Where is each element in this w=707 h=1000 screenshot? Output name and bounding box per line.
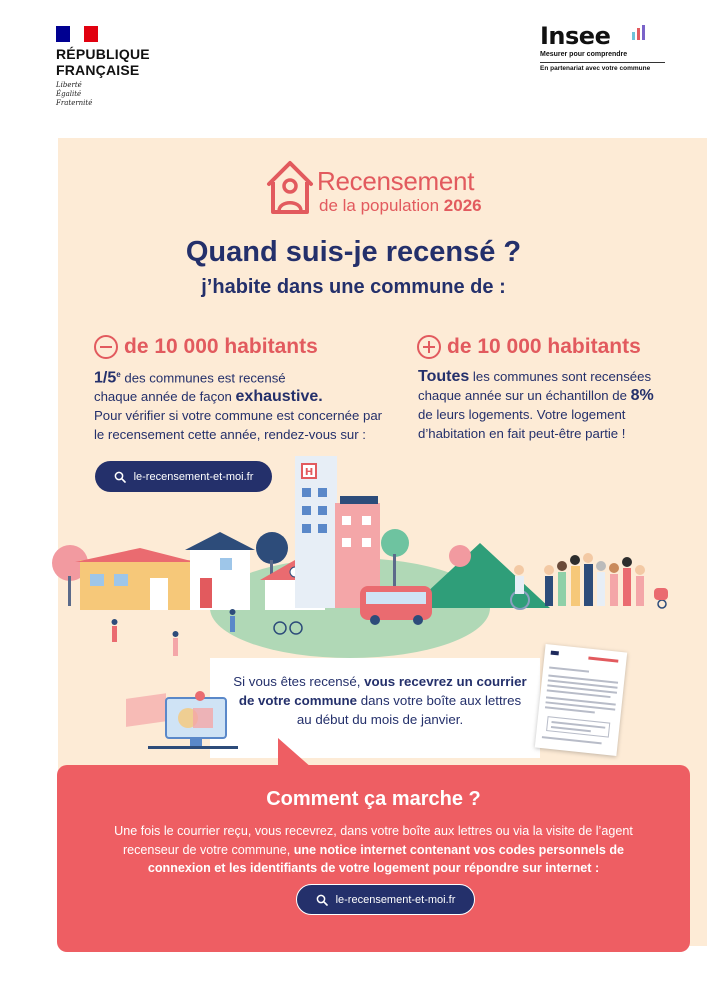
plus-circle-icon: [417, 335, 441, 359]
fraction: 1/5: [94, 369, 117, 387]
page-subtitle: j’habite dans une commune de :: [201, 276, 506, 298]
recensement-logo: [265, 158, 505, 220]
speech-bubble-tail: [278, 738, 312, 768]
bottom-website-button[interactable]: le-recensement-et-moi.fr: [296, 884, 475, 915]
right-column-text: Toutes les communes sont recensées chaque année sur un échantillon de 8% de leurs logements. Votre logement d’habitation en fait peut-être partie !: [418, 368, 654, 441]
recensement-title: Recensement: [317, 166, 475, 196]
letter-illustration: [535, 644, 627, 756]
insee-partner-line: En partenariat avec votre commune: [540, 62, 665, 72]
insee-logo: [540, 22, 665, 72]
svg-text:H: H: [304, 467, 314, 478]
notice-text: Si vous êtes recensé, vous recevrez un courrier de votre commune dans votre boîte aux lettres au début du mois de janvier.: [233, 674, 527, 727]
house-person-icon: [265, 158, 315, 216]
minus-circle-icon: [94, 335, 118, 359]
republique-name: RÉPUBLIQUE FRANÇAISE: [56, 46, 150, 78]
letter-lines-icon: [535, 644, 627, 756]
french-flag-icon: [56, 26, 98, 42]
insee-bars-icon: [632, 24, 650, 40]
left-column-title: de 10 000 habitants: [94, 335, 318, 359]
recensement-subtitle: de la population 2026: [319, 196, 482, 215]
insee-wordmark: Insee: [540, 22, 611, 50]
how-it-works-title: Comment ça marche ?: [266, 788, 481, 810]
republique-francaise-logo: [56, 26, 176, 108]
insee-tagline: Mesurer pour comprendre: [540, 51, 628, 58]
search-icon: [316, 894, 328, 906]
right-column-title: de 10 000 habitants: [417, 335, 641, 359]
how-it-works-text: Une fois le courrier reçu, vous recevrez, dans votre boîte aux lettres ou via la visite de l’agent recenseur de votre commune, une notice internet contenant vos codes personnels de connexion et les identifiants de votre logement pour répondre sur internet :: [114, 824, 633, 875]
left-column-text: 1/5e des communes est recensé chaque année de façon exhaustive. Pour vérifier si votre commune est concernée par le recensement cette année, rendez-vous sur :: [94, 369, 383, 443]
left-website-button[interactable]: le-recensement-et-moi.fr: [95, 461, 272, 492]
recensement-year: 2026: [443, 196, 482, 215]
computer-illustration: [118, 690, 238, 760]
page-title: Quand suis-je recensé ?: [185, 236, 522, 268]
republique-motto: Liberté Égalité Fraternité: [56, 81, 93, 107]
